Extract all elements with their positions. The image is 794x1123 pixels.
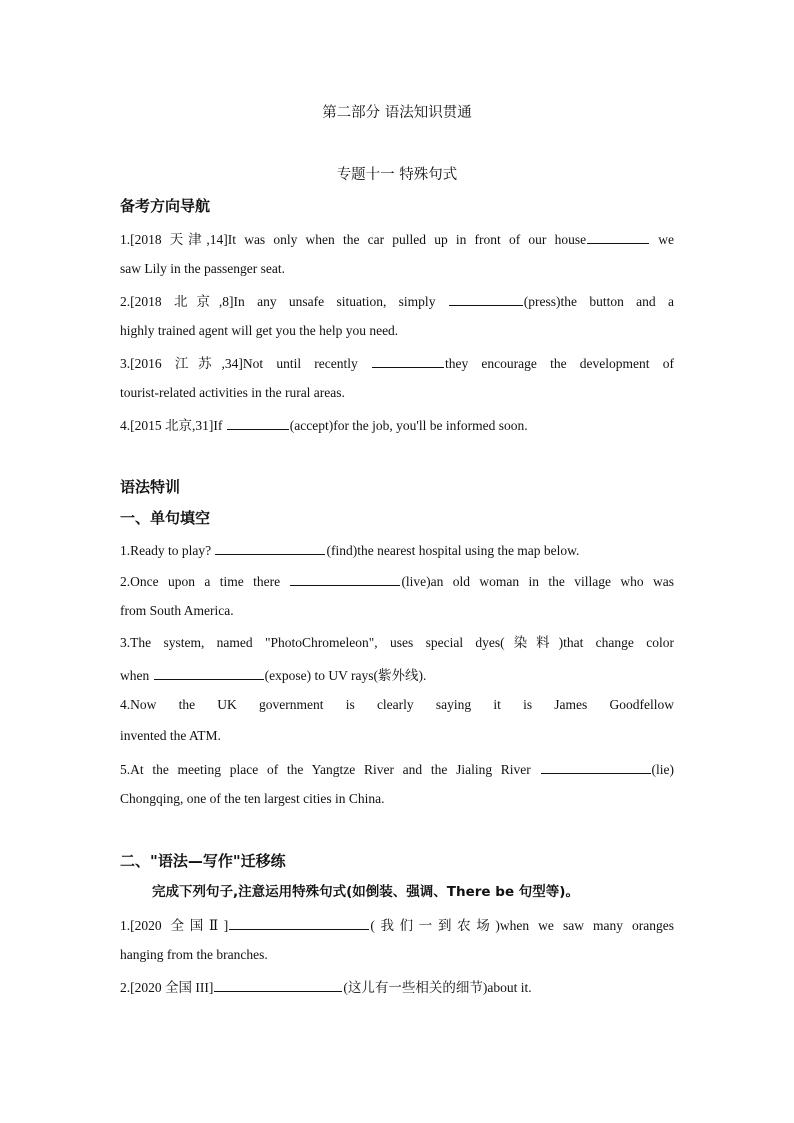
answer-blank[interactable] (227, 415, 289, 430)
answer-blank[interactable] (154, 665, 264, 680)
exercise-line: tourist-related activities in the rural areas. (120, 385, 345, 400)
exercise-line: from South America. (120, 603, 234, 618)
exercise-line: invented the ATM. (120, 728, 221, 743)
exercise-text: 1.[2018 天津,14]It was only when the car pulled up in front of our house (120, 232, 587, 247)
exercise-line (120, 915, 674, 935)
answer-blank[interactable] (372, 353, 444, 368)
answer-blank[interactable] (215, 540, 325, 555)
exercise-line (120, 759, 674, 779)
instruction-text: 完成下列句子,注意运用特殊句式(如倒装、强调、There be 句型等)。 (152, 884, 579, 900)
exercise-line (120, 229, 674, 249)
answer-blank[interactable] (229, 915, 369, 930)
exercise-text: 5.At the meeting place of the Yangtze River and the Jialing River (120, 762, 540, 777)
exercise-text: they encourage the development of (444, 356, 674, 371)
exercise-text: (live)an old woman in the village who was (401, 574, 674, 589)
topic-title: 专题十一 特殊句式 (336, 167, 458, 183)
answer-blank[interactable] (214, 977, 342, 992)
exercise-line (120, 353, 674, 373)
exercise-line: highly trained agent will get you the help you need. (120, 323, 399, 338)
exercise-text: 1.Ready to play? (120, 543, 215, 558)
exercise-line (120, 540, 674, 560)
exercise-text: (lie) (651, 762, 674, 777)
section-heading-grammar-writing: 二、"语法—写作"迁移练 (120, 852, 286, 870)
exercise-line: 3.The system, named "PhotoChromeleon", uses special dyes(染料)that change color (120, 635, 674, 650)
exercise-text: 4.[2015 北京,31]If (120, 418, 226, 433)
subsection-heading-fill-blank: 一、单句填空 (120, 509, 211, 527)
exercise-line (120, 415, 674, 435)
exercise-text: (这儿有一些相关的细节)about it. (343, 980, 532, 995)
exercise-line: saw Lily in the passenger seat. (120, 261, 285, 276)
exercise-text: we (650, 232, 674, 247)
exercise-text: (我们一到农场)when we saw many oranges (370, 918, 674, 933)
answer-blank[interactable] (587, 229, 649, 244)
exercise-text: 2.[2020 全国 III] (120, 980, 214, 995)
exercise-line (120, 977, 674, 997)
exercise-text: 1.[2020 全国Ⅱ] (120, 918, 229, 933)
answer-blank[interactable] (449, 291, 523, 306)
exercise-text: 3.[2016 江苏,34]Not until recently (120, 356, 371, 371)
answer-blank[interactable] (290, 571, 400, 586)
exercise-text: (press)the button and a (523, 294, 675, 309)
exercise-text: (expose) to UV rays(紫外线). (264, 668, 427, 683)
exercise-line (120, 291, 674, 311)
exercise-line: 4.Now the UK government is clearly saying it is James Goodfellow (120, 697, 674, 712)
section-heading-grammar-training: 语法特训 (120, 478, 181, 496)
exercise-line: Chongqing, one of the ten largest cities in China. (120, 791, 385, 806)
answer-blank[interactable] (541, 759, 651, 774)
exercise-text: 2.Once upon a time there (120, 574, 290, 589)
section-heading-exam-guide: 备考方向导航 (120, 197, 211, 215)
exercise-line (120, 665, 674, 685)
exercise-line (120, 571, 674, 591)
exercise-text: (find)the nearest hospital using the map below. (326, 543, 580, 558)
exercise-text: 2.[2018 北京,8]In any unsafe situation, simply (120, 294, 448, 309)
part-title: 第二部分 语法知识贯通 (322, 105, 472, 121)
exercise-text: (accept)for the job, you'll be informed soon. (289, 418, 528, 433)
exercise-text: when (120, 668, 153, 683)
exercise-line: hanging from the branches. (120, 947, 268, 962)
